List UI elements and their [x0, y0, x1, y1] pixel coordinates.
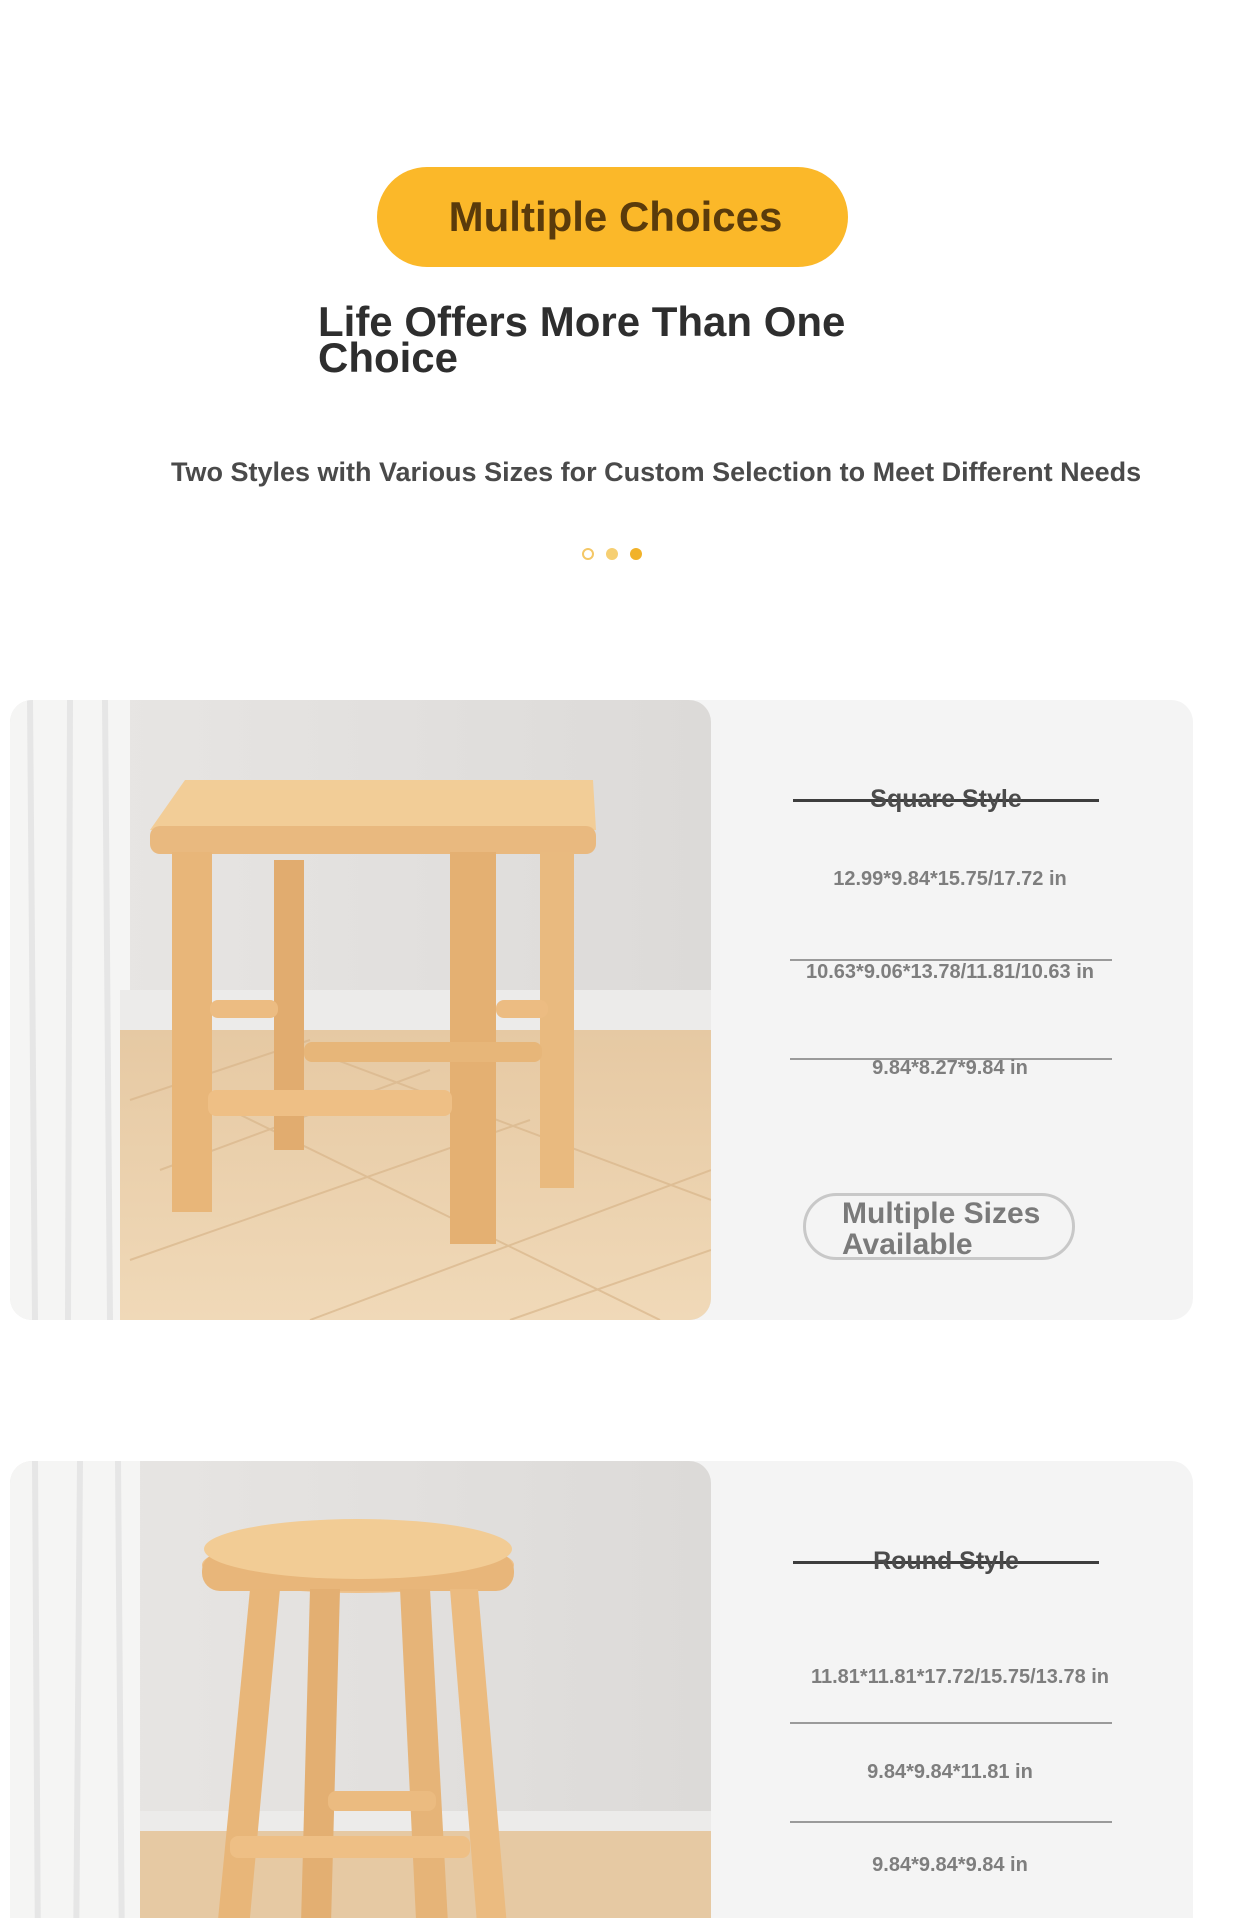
page-subheadline: Two Styles with Various Sizes for Custom Selection to Meet Different Needs	[171, 457, 1142, 487]
carousel-dots	[582, 548, 642, 560]
square-style-label: Square Style	[870, 784, 1022, 813]
divider	[790, 1821, 1112, 1823]
round-size-1: 11.81*11.81*17.72/15.75/13.78 in	[810, 1666, 1110, 1688]
round-stool-image	[10, 1461, 711, 1918]
square-style-card	[10, 700, 1193, 1320]
square-style-title	[793, 779, 1099, 819]
round-size-2: 9.84*9.84*11.81 in	[867, 1761, 1033, 1783]
multiple-sizes-button[interactable]: Multiple Sizes Available	[803, 1193, 1075, 1260]
carousel-dot-3[interactable]	[630, 548, 642, 560]
divider	[790, 1722, 1112, 1724]
badge-label: Multiple Choices	[448, 193, 783, 240]
square-size-1: 12.99*9.84*15.75/17.72 in	[833, 868, 1067, 890]
carousel-dot-2[interactable]	[606, 548, 618, 560]
round-style-label: Round Style	[873, 1546, 1019, 1575]
page-headline: Life Offers More Than One Choice	[318, 298, 846, 381]
round-style-card	[10, 1461, 1193, 1918]
round-size-3: 9.84*9.84*9.84 in	[872, 1854, 1028, 1876]
square-stool-image	[10, 700, 711, 1320]
multiple-choices-badge	[377, 167, 848, 267]
square-size-3: 9.84*8.27*9.84 in	[872, 1057, 1028, 1079]
carousel-dot-1[interactable]	[582, 548, 594, 560]
square-size-2: 10.63*9.06*13.78/11.81/10.63 in	[805, 961, 1095, 983]
round-style-title	[793, 1541, 1099, 1581]
